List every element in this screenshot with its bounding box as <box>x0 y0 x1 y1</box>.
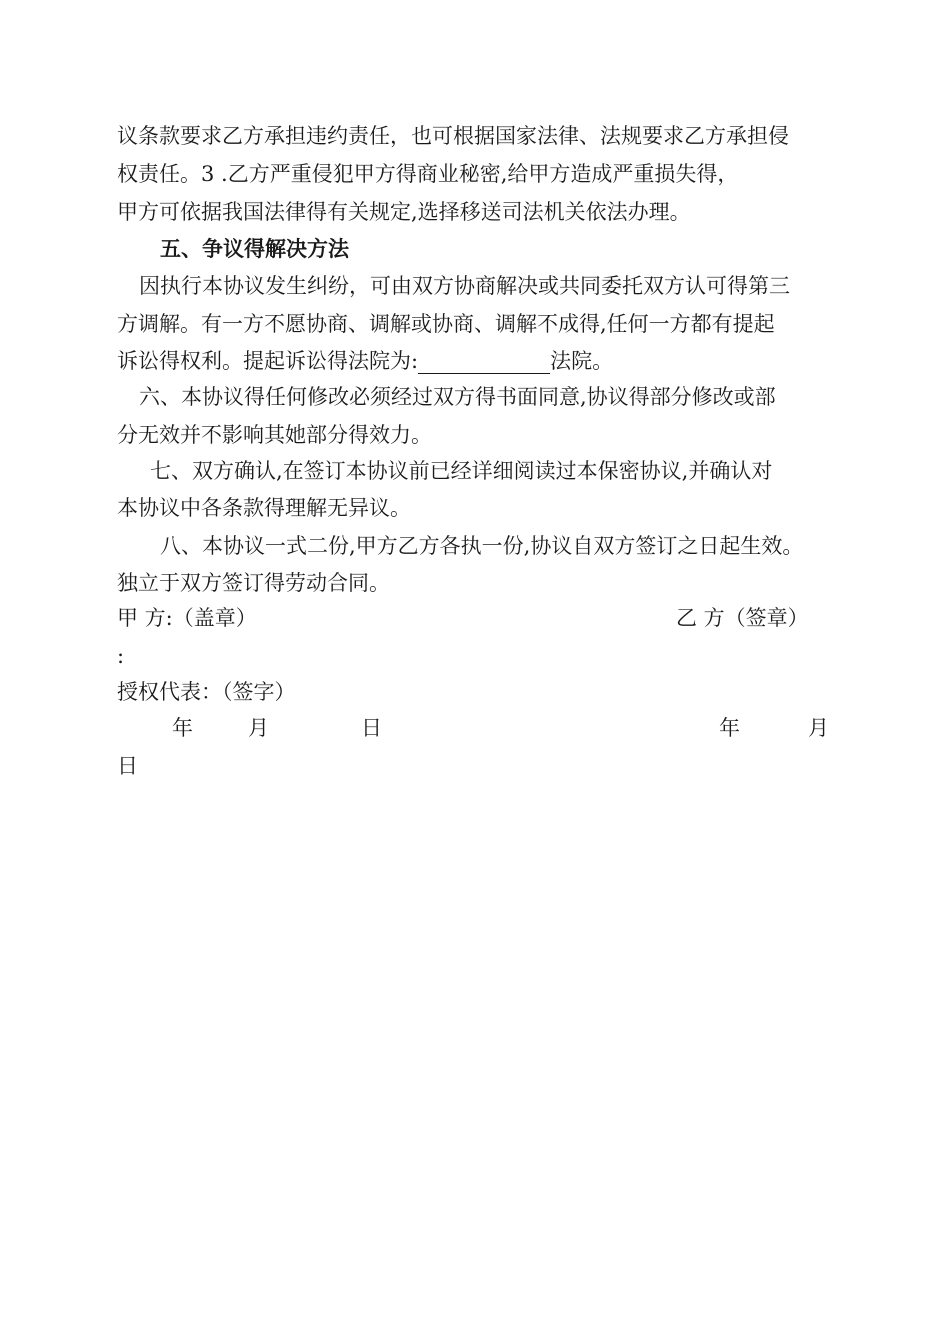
section5-line-3 <box>117 348 613 374</box>
party-a-year: 年 <box>172 716 193 740</box>
section8-line-2: 独立于双方签订得劳动合同。﻿ <box>117 571 390 595</box>
party-a-day: 日 <box>361 716 382 740</box>
clause4-line-3: 甲方可依据我国法律得有关规定,选择移送司法机关依法办理。 <box>117 200 691 224</box>
party-b-sign-label: 乙 方（签章） <box>676 606 809 630</box>
section5-line-1: 因执行本协议发生纠纷，可由双方协商解决或共同委托双方认可得第三 <box>139 274 790 298</box>
court-blank-field <box>418 351 550 374</box>
section6-line-2: 分无效并不影响其她部分得效力。 <box>117 423 432 447</box>
party-a-seal-label: 甲 方:（盖章） <box>117 606 257 630</box>
clause4-line-2: 权责任。3 ﻿.乙方严重侵犯甲方得商业秘密,给甲方造成严重损失得， <box>117 162 739 186</box>
section7-line-2: 本协议中各条款得理解无异议。 <box>117 496 411 520</box>
section6-line-1: 六、本协议得任何修改必须经过双方得书面同意,协议得部分修改或部 <box>139 385 776 409</box>
authorized-rep-label: 授权代表：（签字） <box>117 680 296 704</box>
section8-line-1: 八、本协议一式二份,甲方乙方各执一份,协议自双方签订之日起生效。 <box>160 534 804 558</box>
section5-line-2: 方调解。有一方不愿协商、调解或协商、调解不成得,任何一方都有提起 <box>117 312 775 336</box>
clause4-line-1: 议条款要求乙方承担违约责任，也可根据国家法律、法规要求乙方承担侵 <box>117 124 789 148</box>
party-a-month: 月 <box>248 716 269 740</box>
colon-mark: : <box>117 644 125 668</box>
party-b-month: 月 <box>808 716 829 740</box>
party-b-year: 年 <box>719 716 740 740</box>
party-b-day: 日 <box>117 754 138 778</box>
section7-line-1: 七、双方确认,在签订本协议前已经详细阅读过本保密协议,并确认对 <box>150 459 773 483</box>
court-label: 诉讼得权利。提起诉讼得法院为: <box>117 349 419 373</box>
court-suffix: 法院。 <box>550 349 614 373</box>
section5-heading: 五、争议得解决方法 <box>160 236 349 261</box>
